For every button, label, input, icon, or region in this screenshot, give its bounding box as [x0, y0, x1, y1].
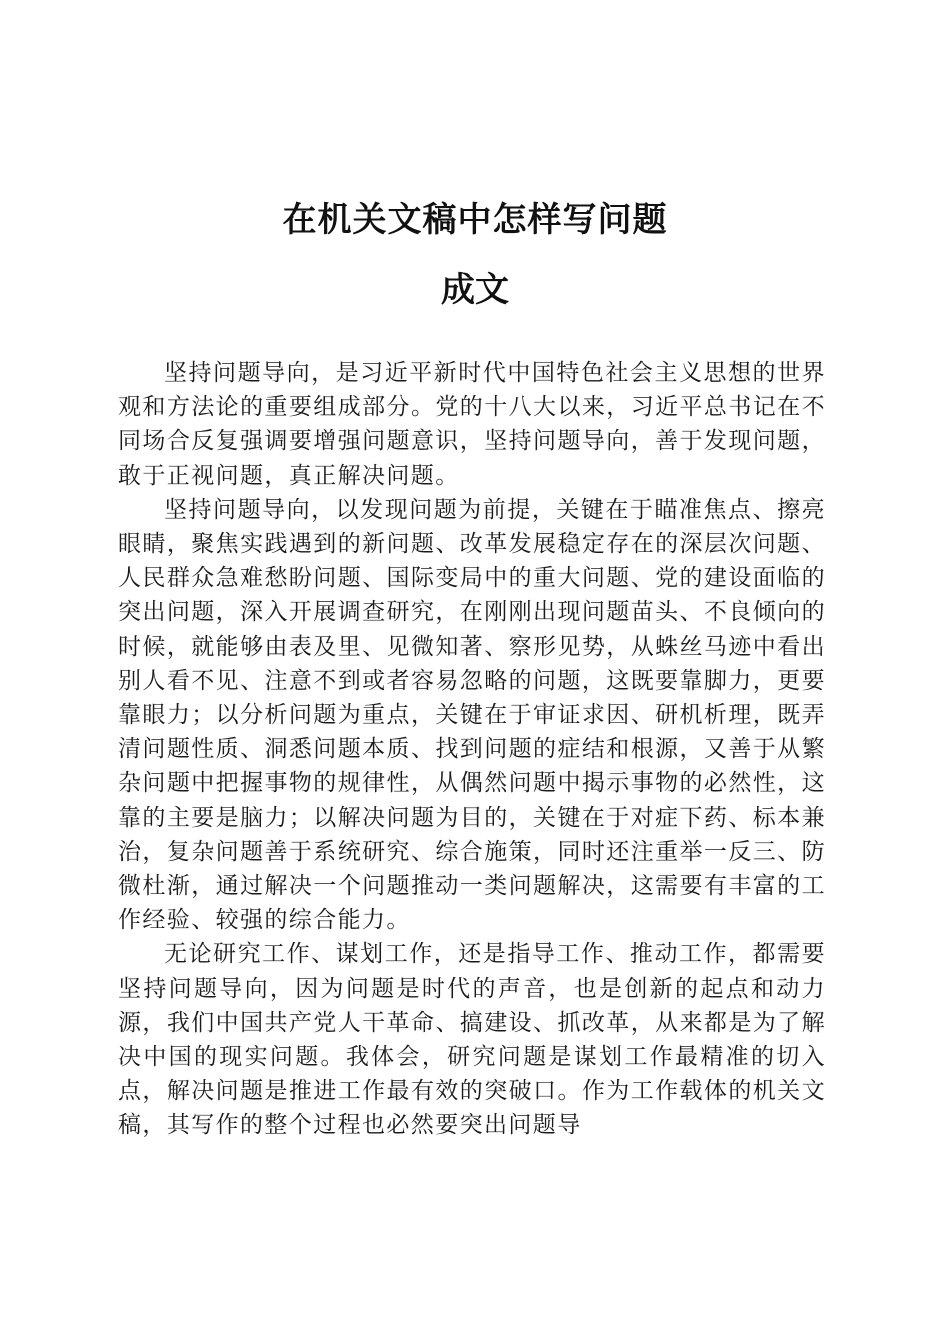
document-author: 成文 [441, 270, 509, 310]
paragraph-1: 坚持问题导向，是习近平新时代中国特色社会主义思想的世界观和方法论的重要组成部分。党的十八大以来，习近平总书记在不同场合反复强调要增强问题意识，坚持问题导向，善于发现问题，敢于正视问题，真正解决问题。 [118, 360, 826, 489]
paragraph-2: 坚持问题导向，以发现问题为前提，关键在于瞄准焦点、擦亮眼睛，聚焦实践遇到的新问题、改革发展稳定存在的深层次问题、人民群众急难愁盼问题、国际变局中的重大问题、党的建设面临的突出问题，深入开展调查研究，在刚刚出现问题苗头、不良倾向的时候，就能够由表及里、见微知著、察形见势，从蛛丝马迹中看出别人看不见、注意不到或者容易忽略的问题，这既要靠脚力，更要靠眼力；以分析问题为重点，关键在于审证求因、研机析理，既弄清问题性质、洞悉问题本质、找到问题的症结和根源，又善于从繁杂问题中把握事物的规律性，从偶然问题中揭示事物的必然性，这靠的主要是脑力；以解决问题为目的，关键在于对症下药、标本兼治，复杂问题善于系统研究、综合施策，同时还注重举一反三、防微杜渐，通过解决一个问题推动一类问题解决，这需要有丰富的工作经验、较强的综合能力。 [118, 496, 826, 934]
paragraph-3: 无论研究工作、谋划工作，还是指导工作、推动工作，都需要坚持问题导向，因为问题是时代的声音，也是创新的起点和动力源，我们中国共产党人干革命、搞建设、抓改革，从来都是为了解决中国的现实问题。我体会，研究问题是谋划工作最精准的切入点，解决问题是推进工作最有效的突破口。作为工作载体的机关文稿，其写作的整个过程也必然要突出问题导 [118, 941, 826, 1139]
document-title: 在机关文稿中怎样写问题 [282, 200, 668, 240]
document-body [118, 356, 826, 1143]
